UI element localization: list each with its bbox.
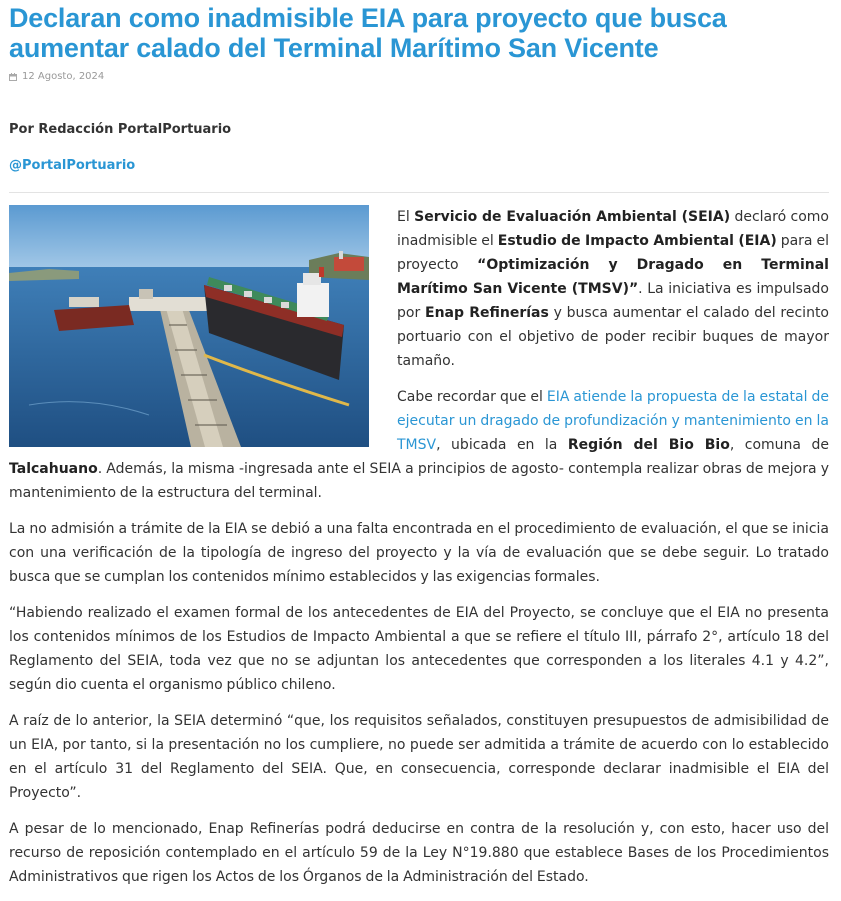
author-handle-link[interactable]: @PortalPortuario bbox=[9, 158, 136, 173]
article-body bbox=[9, 205, 829, 901]
paragraph-3: La no admisión a trámite de la EIA se debió a una falta encontrada en el procedimiento de evaluación, el que se inicia con una verificación de la tipología de ingreso del proyecto y la vía de evaluación que se debe seguir. Lo tratado busca que se cumplan los contenidos mínimo establecidos y las exigencias formales. bbox=[9, 521, 829, 585]
calendar-icon bbox=[9, 73, 17, 81]
article-title: Declaran como inadmisible EIA para proyecto que busca aumentar calado del Terminal Marítimo San Vicente bbox=[9, 3, 727, 63]
paragraph-5: A raíz de lo anterior, la SEIA determinó “que, los requisitos señalados, constituyen presupuestos de admisibilidad de un EIA, por tanto, si la presentación no los cumpliere, no puede ser admitida a trámite de acuerdo con lo establecido en el artículo 31 del Reglamento del SEIA. Que, en consecuencia, corresponde declarar inadmisible el EIA del Proyecto”. bbox=[9, 713, 829, 801]
article-date: 12 Agosto, 2024 bbox=[22, 71, 105, 82]
paragraph-4: “Habiendo realizado el examen formal de los antecedentes de EIA del Proyecto, se concluye que el EIA no presenta los contenidos mínimos de los Estudios de Impacto Ambiental a que se refiere el título III, párrafo 2°, artículo 18 del Reglamento del SEIA, toda vez que no se adjuntan los antecedentes que corresponden a los literales 4.1 y 4.2”, según dio cuenta el organismo público chileno. bbox=[9, 605, 829, 693]
header-divider bbox=[9, 192, 829, 193]
article-date-row bbox=[9, 71, 104, 82]
article-photo bbox=[9, 205, 369, 447]
paragraph-1: El Servicio de Evaluación Ambiental (SEIA) declaró como inadmisible el Estudio de Impacto Ambiental (EIA) para el proyecto “Optimización y Dragado en Terminal Marítimo San Vicente (TMSV)”. La iniciativa es impulsado por Enap Refinerías y busca aumentar el calado del recinto portuario con el objetivo de poder recibir buques de mayor tamaño. bbox=[397, 209, 829, 369]
eia-proposal-link[interactable]: EIA atiende la propuesta de la estatal de ejecutar un dragado de profundización y mantenimiento en la TMSV bbox=[397, 389, 829, 453]
paragraph-2: Cabe recordar que el EIA atiende la propuesta de la estatal de ejecutar un dragado de profundización y mantenimiento en la TMSV, ubicada en la Región del Bio Bio, comuna de Talcahuano. Además, la misma -ingresada ante el SEIA a principios de agosto- contempla realizar obras de mejora y mantenimiento de la estructura del terminal. bbox=[9, 389, 829, 501]
article-byline: Por Redacción PortalPortuario bbox=[9, 122, 232, 137]
paragraph-6: A pesar de lo mencionado, Enap Refinerías podrá deducirse en contra de la resolución y, con esto, hacer uso del recurso de reposición contemplado en el artículo 59 de la Ley N°19.880 que establece Bases de los Procedimientos Administrativos que rigen los Actos de los Órganos de la Administración del Estado. bbox=[9, 821, 829, 885]
